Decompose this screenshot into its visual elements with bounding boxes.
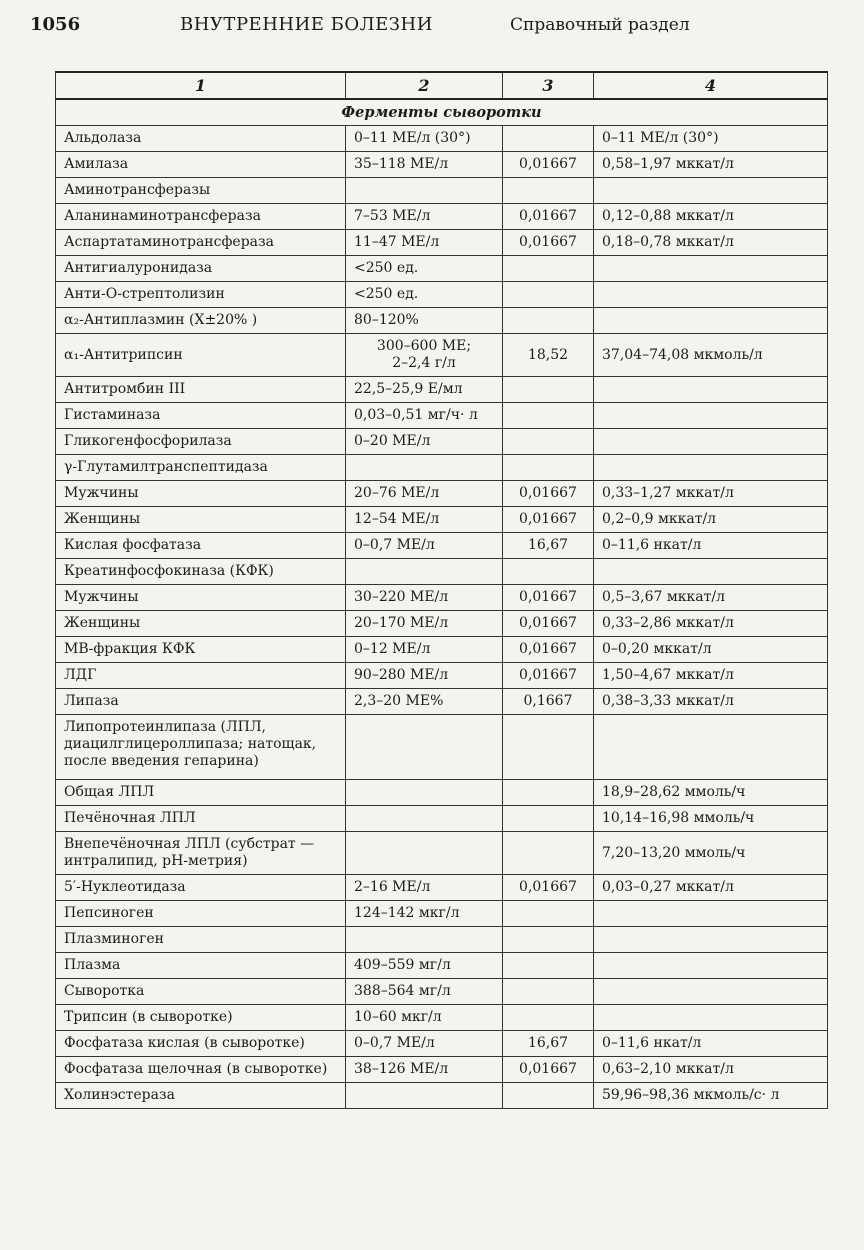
- si-units-cell: 0–11,6 нкат/л: [594, 533, 828, 559]
- conventional-units-cell: [346, 780, 503, 806]
- si-units-cell: 0,58–1,97 мккат/л: [594, 152, 828, 178]
- conversion-factor-cell: [503, 832, 594, 875]
- table-row: [56, 1057, 828, 1083]
- enzyme-name-cell: Пепсиноген: [56, 901, 346, 927]
- enzyme-name-cell: Сыворотка: [56, 979, 346, 1005]
- enzyme-name-cell: γ-Глутамилтранспептидаза: [56, 455, 346, 481]
- si-units-cell: 59,96–98,36 мкмоль/с· л: [594, 1083, 828, 1109]
- conventional-units-cell: 90–280 МЕ/л: [346, 663, 503, 689]
- conventional-units-cell: 2–16 МЕ/л: [346, 875, 503, 901]
- section-heading: Ферменты сыворотки: [56, 99, 828, 126]
- conversion-factor-cell: [503, 403, 594, 429]
- conversion-factor-cell: [503, 1083, 594, 1109]
- table-row: [56, 377, 828, 403]
- enzyme-name-cell: МВ-фракция КФК: [56, 637, 346, 663]
- enzyme-name-cell: Фосфатаза кислая (в сыворотке): [56, 1031, 346, 1057]
- conventional-units-cell: 0–20 МЕ/л: [346, 429, 503, 455]
- conversion-factor-cell: 0,01667: [503, 875, 594, 901]
- si-units-cell: [594, 927, 828, 953]
- si-units-cell: 0,63–2,10 мккат/л: [594, 1057, 828, 1083]
- table-row: [56, 1031, 828, 1057]
- table-row: [56, 979, 828, 1005]
- conversion-factor-cell: [503, 126, 594, 152]
- conventional-units-cell: 30–220 МЕ/л: [346, 585, 503, 611]
- si-units-cell: 0–0,20 мккат/л: [594, 637, 828, 663]
- table-row: [56, 507, 828, 533]
- enzyme-name-cell: Женщины: [56, 611, 346, 637]
- enzyme-name-cell: Женщины: [56, 507, 346, 533]
- si-units-cell: [594, 282, 828, 308]
- table-row: [56, 533, 828, 559]
- table-header-row: [56, 72, 828, 99]
- conversion-factor-cell: 0,01667: [503, 481, 594, 507]
- conventional-units-cell: [346, 1083, 503, 1109]
- si-units-cell: 18,9–28,62 ммоль/ч: [594, 780, 828, 806]
- table-row: [56, 875, 828, 901]
- conventional-units-cell: 22,5–25,9 Е/мл: [346, 377, 503, 403]
- conventional-units-cell: [346, 927, 503, 953]
- si-units-cell: 0,03–0,27 мккат/л: [594, 875, 828, 901]
- enzyme-name-cell: Мужчины: [56, 481, 346, 507]
- si-units-cell: 0,33–2,86 мккат/л: [594, 611, 828, 637]
- si-units-cell: [594, 256, 828, 282]
- table-row: [56, 178, 828, 204]
- table-row: [56, 832, 828, 875]
- si-units-cell: [594, 403, 828, 429]
- si-units-cell: 1,50–4,67 мккат/л: [594, 663, 828, 689]
- conversion-factor-cell: [503, 377, 594, 403]
- si-units-cell: 10,14–16,98 ммоль/ч: [594, 806, 828, 832]
- si-units-cell: 7,20–13,20 ммоль/ч: [594, 832, 828, 875]
- enzyme-name-cell: Антитромбин III: [56, 377, 346, 403]
- conventional-units-cell: [346, 806, 503, 832]
- enzyme-name-cell: Аминотрансферазы: [56, 178, 346, 204]
- si-units-cell: 37,04–74,08 мкмоль/л: [594, 334, 828, 377]
- conversion-factor-cell: [503, 715, 594, 780]
- conversion-factor-cell: [503, 953, 594, 979]
- conversion-factor-cell: [503, 256, 594, 282]
- enzyme-name-cell: Печёночная ЛПЛ: [56, 806, 346, 832]
- conventional-units-cell: <250 ед.: [346, 256, 503, 282]
- enzyme-name-cell: Антигиалуронидаза: [56, 256, 346, 282]
- conversion-factor-cell: [503, 806, 594, 832]
- conventional-units-cell: 300–600 МЕ; 2–2,4 г/л: [346, 334, 503, 377]
- conversion-factor-cell: 0,01667: [503, 230, 594, 256]
- section-heading-row: [56, 99, 828, 126]
- conventional-units-cell: [346, 178, 503, 204]
- enzyme-name-cell: Креатинфосфокиназа (КФК): [56, 559, 346, 585]
- conversion-factor-cell: [503, 780, 594, 806]
- table-row: [56, 403, 828, 429]
- si-units-cell: [594, 901, 828, 927]
- column-header-1: 1: [56, 72, 346, 99]
- enzyme-name-cell: Липопротеинлипаза (ЛПЛ, диацилглицероллипаза; натощак, после введения гепарина): [56, 715, 346, 780]
- table-row: [56, 715, 828, 780]
- book-title: ВНУТРЕННИЕ БОЛЕЗНИ: [180, 14, 433, 35]
- enzyme-name-cell: Плазма: [56, 953, 346, 979]
- si-units-cell: [594, 308, 828, 334]
- conventional-units-cell: 7–53 МЕ/л: [346, 204, 503, 230]
- conventional-units-cell: 0–12 МЕ/л: [346, 637, 503, 663]
- conventional-units-cell: 0–11 МЕ/л (30°): [346, 126, 503, 152]
- conventional-units-cell: 35–118 МЕ/л: [346, 152, 503, 178]
- si-units-cell: 0,12–0,88 мккат/л: [594, 204, 828, 230]
- enzyme-name-cell: 5′-Нуклеотидаза: [56, 875, 346, 901]
- enzyme-name-cell: Плазминоген: [56, 927, 346, 953]
- conventional-units-cell: 0–0,7 МЕ/л: [346, 533, 503, 559]
- table-row: [56, 481, 828, 507]
- table-row: [56, 230, 828, 256]
- conversion-factor-cell: 0,1667: [503, 689, 594, 715]
- column-header-2: 2: [346, 72, 503, 99]
- conventional-units-cell: 20–76 МЕ/л: [346, 481, 503, 507]
- si-units-cell: [594, 715, 828, 780]
- table-row: [56, 455, 828, 481]
- table-row: [56, 152, 828, 178]
- table-row: [56, 953, 828, 979]
- enzyme-name-cell: Кислая фосфатаза: [56, 533, 346, 559]
- conversion-factor-cell: 18,52: [503, 334, 594, 377]
- conventional-units-cell: 409–559 мг/л: [346, 953, 503, 979]
- table-row: [56, 611, 828, 637]
- conventional-units-cell: [346, 832, 503, 875]
- section-name: Справочный раздел: [510, 15, 690, 35]
- si-units-cell: 0,38–3,33 мккат/л: [594, 689, 828, 715]
- conversion-factor-cell: [503, 1005, 594, 1031]
- enzyme-name-cell: Гликогенфосфорилаза: [56, 429, 346, 455]
- si-units-cell: [594, 1005, 828, 1031]
- si-units-cell: [594, 455, 828, 481]
- si-units-cell: [594, 429, 828, 455]
- reference-values-table: [55, 71, 828, 1109]
- si-units-cell: 0–11 МЕ/л (30°): [594, 126, 828, 152]
- table-row: [56, 927, 828, 953]
- enzyme-name-cell: α₂-Антиплазмин (X±20% ): [56, 308, 346, 334]
- conventional-units-cell: 0–0,7 МЕ/л: [346, 1031, 503, 1057]
- si-units-cell: [594, 979, 828, 1005]
- enzyme-name-cell: α₁-Антитрипсин: [56, 334, 346, 377]
- si-units-cell: [594, 178, 828, 204]
- enzyme-name-cell: Мужчины: [56, 585, 346, 611]
- enzyme-name-cell: Фосфатаза щелочная (в сыворотке): [56, 1057, 346, 1083]
- table-row: [56, 204, 828, 230]
- table-row: [56, 429, 828, 455]
- conversion-factor-cell: 16,67: [503, 533, 594, 559]
- table-row: [56, 585, 828, 611]
- conversion-factor-cell: [503, 308, 594, 334]
- conventional-units-cell: 20–170 МЕ/л: [346, 611, 503, 637]
- si-units-cell: [594, 559, 828, 585]
- enzyme-name-cell: Аспартатаминотрансфераза: [56, 230, 346, 256]
- conversion-factor-cell: 0,01667: [503, 663, 594, 689]
- conventional-units-cell: 0,03–0,51 мг/ч· л: [346, 403, 503, 429]
- enzyme-name-cell: Липаза: [56, 689, 346, 715]
- conventional-units-cell: [346, 559, 503, 585]
- conventional-units-cell: 80–120%: [346, 308, 503, 334]
- conversion-factor-cell: [503, 979, 594, 1005]
- conversion-factor-cell: [503, 178, 594, 204]
- enzyme-name-cell: Аланинаминотрансфераза: [56, 204, 346, 230]
- enzyme-name-cell: Гистаминаза: [56, 403, 346, 429]
- conventional-units-cell: 12–54 МЕ/л: [346, 507, 503, 533]
- si-units-cell: 0,18–0,78 мккат/л: [594, 230, 828, 256]
- table-row: [56, 559, 828, 585]
- conversion-factor-cell: 0,01667: [503, 507, 594, 533]
- conversion-factor-cell: [503, 282, 594, 308]
- conversion-factor-cell: 16,67: [503, 1031, 594, 1057]
- column-header-3: 3: [503, 72, 594, 99]
- conversion-factor-cell: [503, 927, 594, 953]
- table-row: [56, 780, 828, 806]
- conversion-factor-cell: [503, 455, 594, 481]
- conventional-units-cell: 11–47 МЕ/л: [346, 230, 503, 256]
- conventional-units-cell: <250 ед.: [346, 282, 503, 308]
- si-units-cell: [594, 953, 828, 979]
- table-row: [56, 806, 828, 832]
- table-row: [56, 1083, 828, 1109]
- conventional-units-cell: 388–564 мг/л: [346, 979, 503, 1005]
- conventional-units-cell: [346, 455, 503, 481]
- conversion-factor-cell: 0,01667: [503, 585, 594, 611]
- table-row: [56, 126, 828, 152]
- si-units-cell: 0,33–1,27 мккат/л: [594, 481, 828, 507]
- table-row: [56, 1005, 828, 1031]
- conventional-units-cell: 38–126 МЕ/л: [346, 1057, 503, 1083]
- enzyme-name-cell: Трипсин (в сыворотке): [56, 1005, 346, 1031]
- conversion-factor-cell: [503, 429, 594, 455]
- table-row: [56, 689, 828, 715]
- conventional-units-cell: 124–142 мкг/л: [346, 901, 503, 927]
- enzyme-name-cell: Холинэстераза: [56, 1083, 346, 1109]
- conventional-units-cell: [346, 715, 503, 780]
- conventional-units-cell: 10–60 мкг/л: [346, 1005, 503, 1031]
- table-row: [56, 334, 828, 377]
- enzyme-name-cell: Внепечёночная ЛПЛ (субстрат — интралипид, рН-метрия): [56, 832, 346, 875]
- conversion-factor-cell: 0,01667: [503, 611, 594, 637]
- table-row: [56, 637, 828, 663]
- si-units-cell: [594, 377, 828, 403]
- enzyme-name-cell: ЛДГ: [56, 663, 346, 689]
- enzyme-name-cell: Анти-О-стрептолизин: [56, 282, 346, 308]
- si-units-cell: 0,2–0,9 мккат/л: [594, 507, 828, 533]
- conversion-factor-cell: [503, 559, 594, 585]
- si-units-cell: 0,5–3,67 мккат/л: [594, 585, 828, 611]
- table-row: [56, 256, 828, 282]
- enzyme-name-cell: Амилаза: [56, 152, 346, 178]
- conversion-factor-cell: 0,01667: [503, 637, 594, 663]
- table-row: [56, 901, 828, 927]
- conversion-factor-cell: 0,01667: [503, 1057, 594, 1083]
- table-row: [56, 282, 828, 308]
- column-header-4: 4: [594, 72, 828, 99]
- table-row: [56, 663, 828, 689]
- conversion-factor-cell: 0,01667: [503, 204, 594, 230]
- conversion-factor-cell: [503, 901, 594, 927]
- table-row: [56, 308, 828, 334]
- enzyme-name-cell: Альдолаза: [56, 126, 346, 152]
- table-body: [56, 99, 828, 1109]
- conversion-factor-cell: 0,01667: [503, 152, 594, 178]
- enzyme-name-cell: Общая ЛПЛ: [56, 780, 346, 806]
- si-units-cell: 0–11,6 нкат/л: [594, 1031, 828, 1057]
- conventional-units-cell: 2,3–20 МЕ%: [346, 689, 503, 715]
- running-head: [30, 14, 830, 35]
- page-number: 1056: [30, 14, 81, 35]
